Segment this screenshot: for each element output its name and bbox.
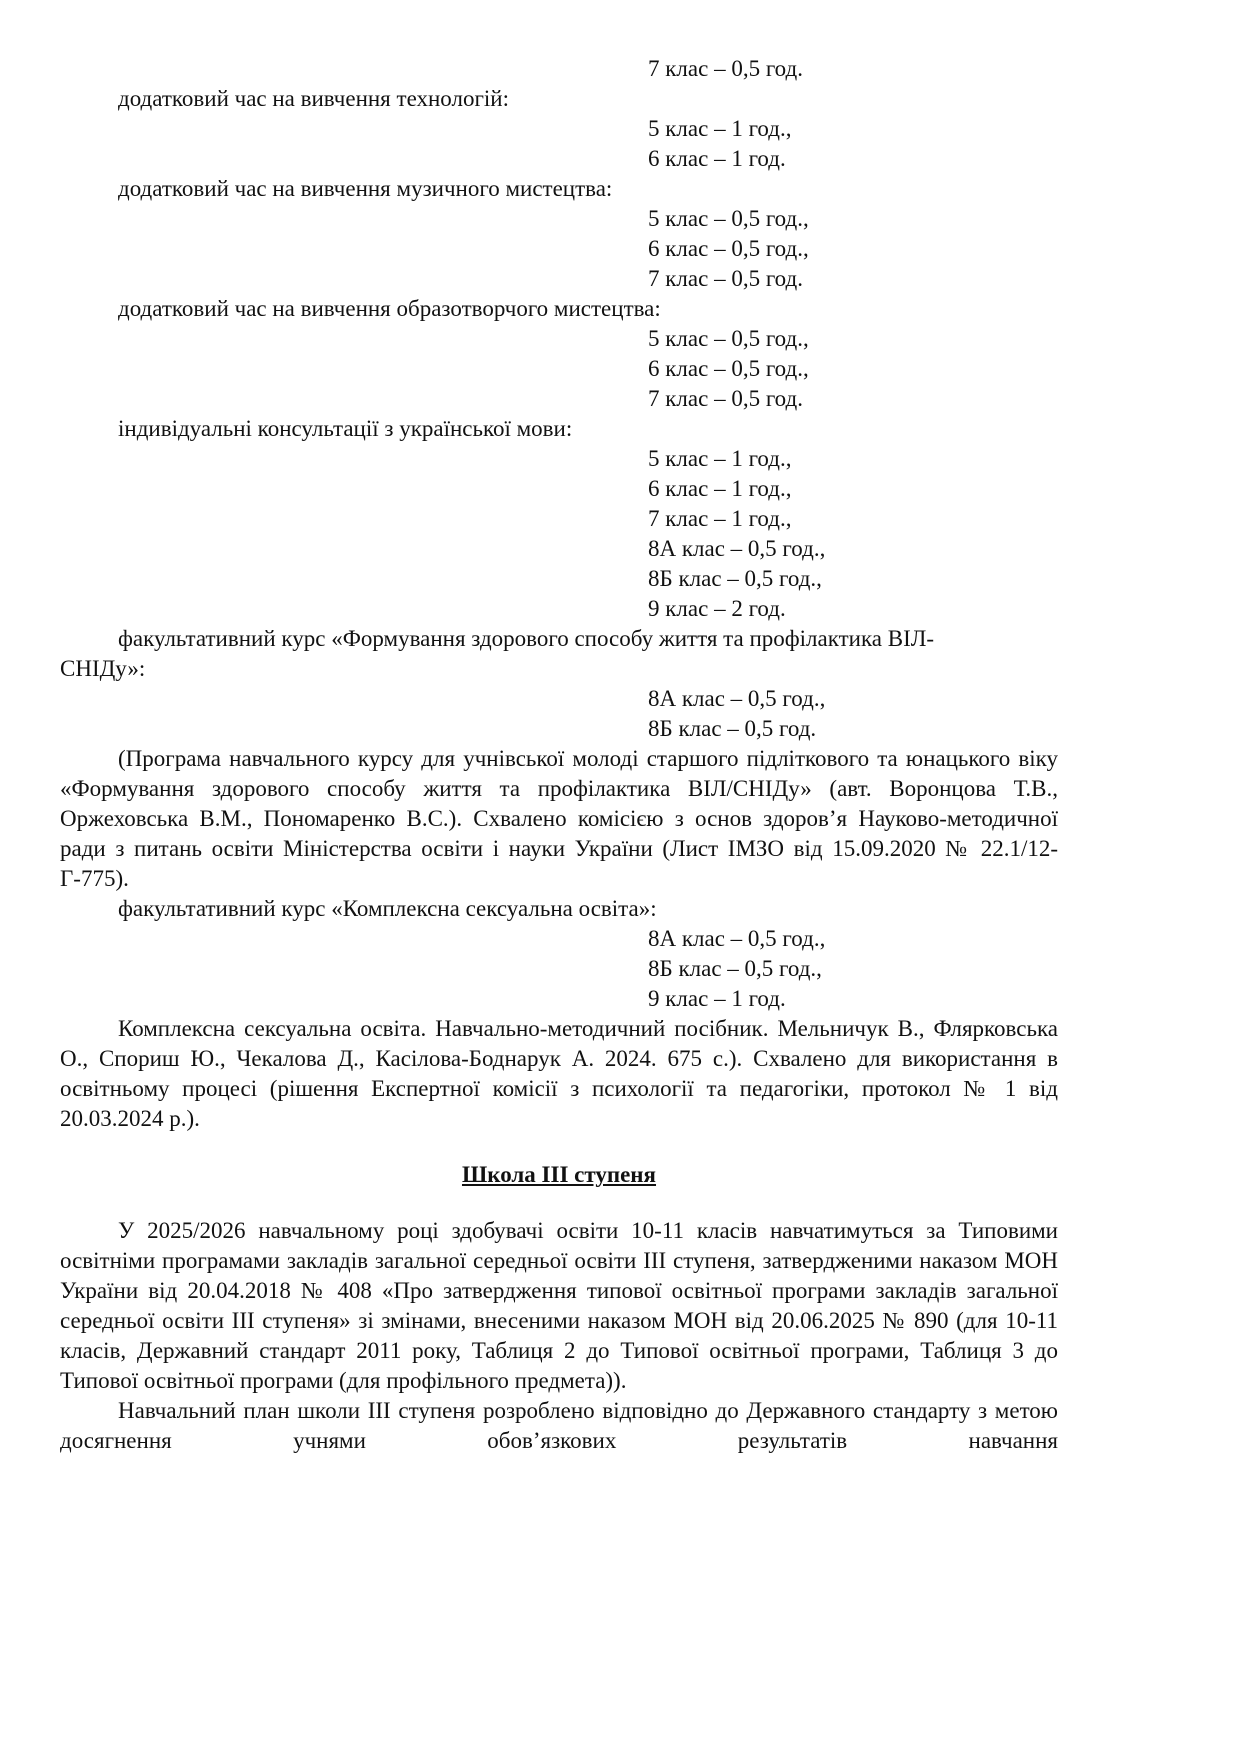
hours-item: 5 клас – 0,5 год., <box>648 206 809 231</box>
hours-item: 7 клас – 0,5 год. <box>648 266 803 291</box>
hiv-label-line1: факультативний курс «Формування здорового способу життя та профілактика ВІЛ- <box>118 626 935 651</box>
document-page <box>60 54 1058 1456</box>
hours-item: 6 клас – 1 год. <box>648 146 786 171</box>
hours-item: 5 клас – 0,5 год., <box>648 326 809 351</box>
hours-item: 7 клас – 0,5 год. <box>648 56 803 81</box>
hours-item: 6 клас – 0,5 год., <box>648 356 809 381</box>
tech-label: додатковий час на вивчення технологій: <box>118 86 509 111</box>
art-label: додатковий час на вивчення образотворчого мистецтва: <box>118 296 661 321</box>
hours-item: 9 клас – 2 год. <box>648 596 786 621</box>
sex-note: Комплексна сексуальна освіта. Навчально-методичний посібник. Мельничук В., Флярковська О., Спориш Ю., Чекалова Д., Касілова-Боднарук А. 2024. 675 с.). Схвалено для використання в освітньому процесі (рішення Експертної комісії з психології та педагогіки, протокол № 1 від 20.03.2024 р.). <box>60 1016 1058 1131</box>
hours-item: 8А клас – 0,5 год., <box>648 926 826 951</box>
hours-item: 8Б клас – 0,5 год., <box>648 566 822 591</box>
hours-item: 7 клас – 1 год., <box>648 506 792 531</box>
hours-item: 9 клас – 1 год. <box>648 986 786 1011</box>
hours-item: 8Б клас – 0,5 год. <box>648 716 817 741</box>
section-heading: Школа ІІІ ступеня <box>461 1162 657 1187</box>
hours-item: 6 клас – 1 год., <box>648 476 792 501</box>
hours-item: 7 клас – 0,5 год. <box>648 386 803 411</box>
hours-item: 8А клас – 0,5 год., <box>648 686 826 711</box>
hiv-note: (Програма навчального курсу для учнівської молоді старшого підліткового та юнацького віку «Формування здорового способу життя та профілактика ВІЛ/СНІДу» (авт. Воронцова Т.В., Оржеховська В.М., Пономаренко В.С.). Схвалено комісією з основ здоров’я Науково-методичної ради з питань освіти Міністерства освіти і науки України (Лист ІМЗО від 15.09.2020 № 22.1/12-Г-775). <box>60 746 1058 891</box>
section-paragraph-2: Навчальний план школи ІІІ ступеня розроблено відповідно до Державного стандарту з метою досягнення учнями обов’язкових результатів навчання <box>60 1398 1058 1453</box>
hiv-label-line2: СНІДу»: <box>60 656 146 681</box>
section-paragraph-1: У 2025/2026 навчальному році здобувачі освіти 10-11 класів навчатимуться за Типовими освітніми програмами закладів загальної середньої освіти ІІІ ступеня, затвердженими наказом МОН України від 20.04.2018 № 408 «Про затвердження типової освітньої програми закладів загальної середньої освіти ІІІ ступеня» зі змінами, внесеними наказом МОН від 20.06.2025 № 890 (для 10-11 класів, Державний стандарт 2011 року, Таблиця 2 до Типової освітньої програми, Таблиця 3 до Типової освітньої програми (для профільного предмета)). <box>60 1218 1058 1393</box>
sex-label: факультативний курс «Комплексна сексуальна освіта»: <box>118 896 657 921</box>
hours-item: 8А клас – 0,5 год., <box>648 536 826 561</box>
hours-item: 5 клас – 1 год., <box>648 446 792 471</box>
hours-item: 5 клас – 1 год., <box>648 116 792 141</box>
music-label: додатковий час на вивчення музичного мистецтва: <box>118 176 613 201</box>
hours-item: 6 клас – 0,5 год., <box>648 236 809 261</box>
ukr-label: індивідуальні консультації з української мови: <box>118 416 573 441</box>
hours-item: 8Б клас – 0,5 год., <box>648 956 822 981</box>
